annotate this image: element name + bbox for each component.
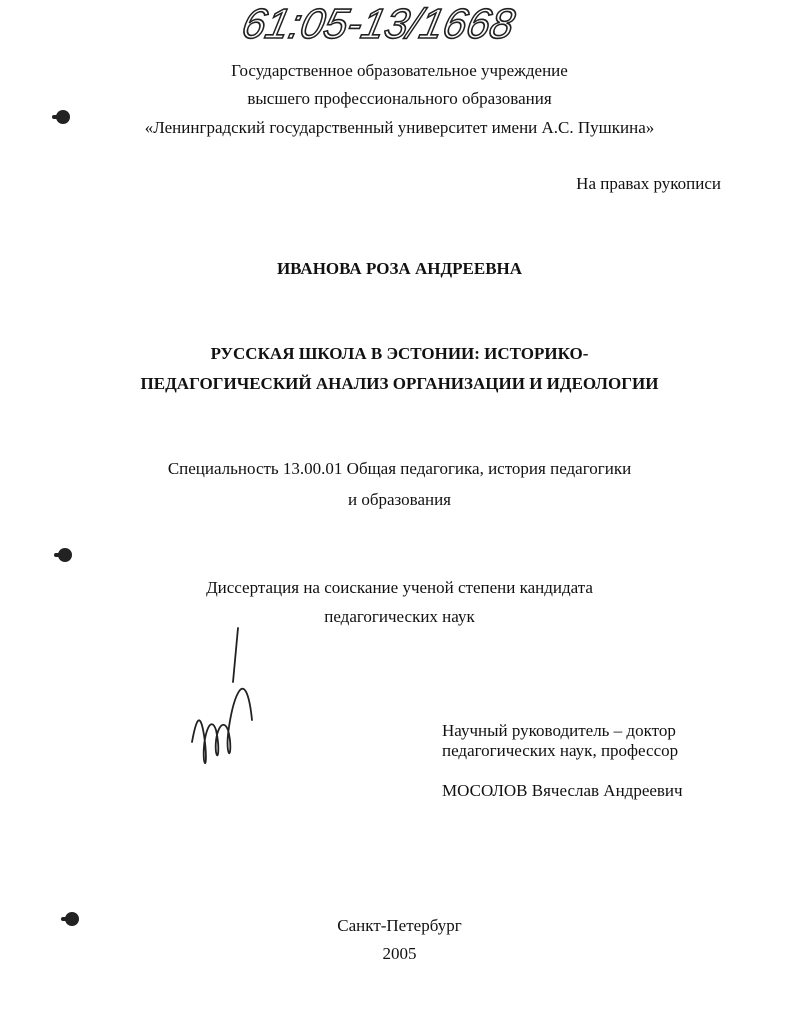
binder-hole-middle xyxy=(58,548,72,562)
city: Санкт-Петербург xyxy=(337,916,462,935)
supervisor-line-1: Научный руководитель – доктор xyxy=(442,721,676,740)
specialty-line-1: Специальность 13.00.01 Общая педагогика, история педагогики xyxy=(167,459,632,478)
institution-line-1: Государственное образовательное учреждение xyxy=(231,61,568,80)
year: 2005 xyxy=(382,944,417,963)
signature xyxy=(192,628,252,763)
supervisor-line-2: педагогических наук, профессор xyxy=(442,741,679,760)
supervisor-name: МОСОЛОВ Вячеслав Андреевич xyxy=(442,781,683,800)
specialty-line-2: и образования xyxy=(347,490,452,509)
dissertation-line-1: Диссертация на соискание ученой степени кандидата xyxy=(206,578,593,597)
institution-line-3: «Ленинградский государственный университет имени А.С. Пушкина» xyxy=(144,118,655,137)
dissertation-line-2: педагогических наук xyxy=(324,607,475,626)
author-name: ИВАНОВА РОЗА АНДРЕЕВНА xyxy=(276,259,523,278)
archive-number-handwritten: 61:05-13/1668 xyxy=(238,0,519,47)
manuscript-rights: На правах рукописи xyxy=(576,174,721,193)
title-line-1: РУССКАЯ ШКОЛА В ЭСТОНИИ: ИСТОРИКО- xyxy=(210,344,589,363)
institution-line-2: высшего профессионального образования xyxy=(247,89,552,108)
title-line-2: ПЕДАГОГИЧЕСКИЙ АНАЛИЗ ОРГАНИЗАЦИИ И ИДЕОЛОГИИ xyxy=(140,374,659,393)
